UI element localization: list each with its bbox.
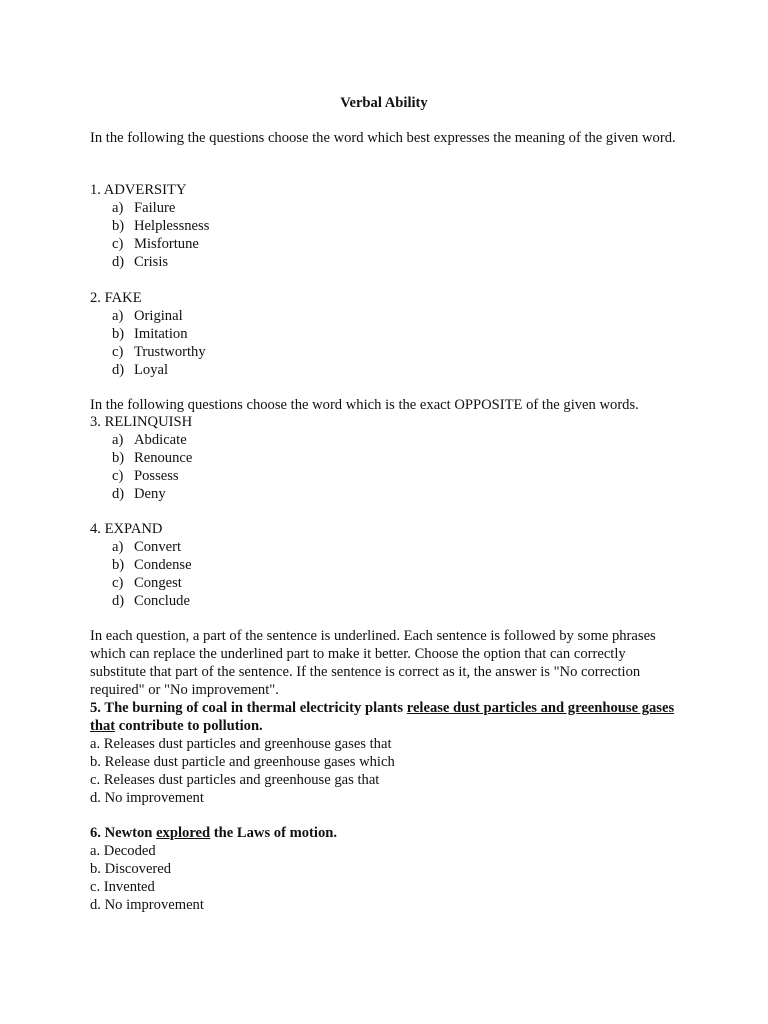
option-item: a) Abdicate (112, 432, 187, 448)
option-item: d. No improvement (90, 790, 204, 806)
option-item: b. Discovered (90, 861, 172, 877)
question-stem: 4. EXPAND (90, 521, 163, 537)
question-6 (90, 824, 680, 914)
option-list (90, 307, 680, 379)
option-item: a) Convert (112, 539, 182, 555)
question-4 (90, 520, 680, 610)
option-item: d. No improvement (90, 897, 204, 913)
option-item: c) Possess (112, 468, 179, 484)
underlined-phrase: release dust particles and greenhouse gases that (90, 700, 675, 734)
option-item: a. Decoded (90, 843, 156, 859)
question-3 (90, 413, 680, 503)
underlined-phrase: explored (156, 825, 211, 841)
antonym-instructions: In the following questions choose the word which is the exact OPPOSITE of the given words. (90, 397, 639, 413)
option-item: a. Releases dust particles and greenhouse gases that (90, 736, 392, 752)
option-list (90, 538, 680, 610)
option-item: a) Failure (112, 200, 176, 216)
question-stem: 1. ADVERSITY (90, 182, 187, 198)
option-item: c) Trustworthy (112, 344, 206, 360)
option-list (90, 199, 680, 271)
question-stem: 5. The burning of coal in thermal electricity plants release dust particles and greenhouse gases that contribute to pollution. (90, 700, 675, 734)
synonym-instructions: In the following the questions choose the word which best expresses the meaning of the given word. (90, 130, 676, 146)
option-item: c) Congest (112, 575, 182, 591)
correction-instructions: In each question, a part of the sentence is underlined. Each sentence is followed by some phrases which can replace the underlined part to make it better. Choose the option that can correctly substitute that part of the sentence. If the sentence is correct as it, the answer is "No correction required" or "No improvement". (90, 628, 656, 698)
option-item: d) Deny (112, 486, 166, 502)
option-item: b) Imitation (112, 326, 188, 342)
option-item: d) Loyal (112, 362, 169, 378)
option-item: c. Releases dust particles and greenhouse gas that (90, 772, 380, 788)
option-item: b) Renounce (112, 450, 193, 466)
page-title: Verbal Ability (340, 95, 428, 111)
question-stem: 6. Newton explored the Laws of motion. (90, 825, 338, 841)
option-item: d) Crisis (112, 254, 169, 270)
option-item: c) Misfortune (112, 236, 199, 252)
question-stem: 3. RELINQUISH (90, 414, 193, 430)
question-5 (90, 699, 680, 807)
option-item: a) Original (112, 308, 183, 324)
option-item: b. Release dust particle and greenhouse gases which (90, 754, 395, 770)
option-item: b) Condense (112, 557, 192, 573)
question-stem: 2. FAKE (90, 290, 142, 306)
option-item: d) Conclude (112, 593, 190, 609)
question-1 (90, 181, 680, 271)
option-item: c. Invented (90, 879, 155, 895)
option-list (90, 431, 680, 503)
question-2 (90, 289, 680, 379)
option-item: b) Helplessness (112, 218, 210, 234)
